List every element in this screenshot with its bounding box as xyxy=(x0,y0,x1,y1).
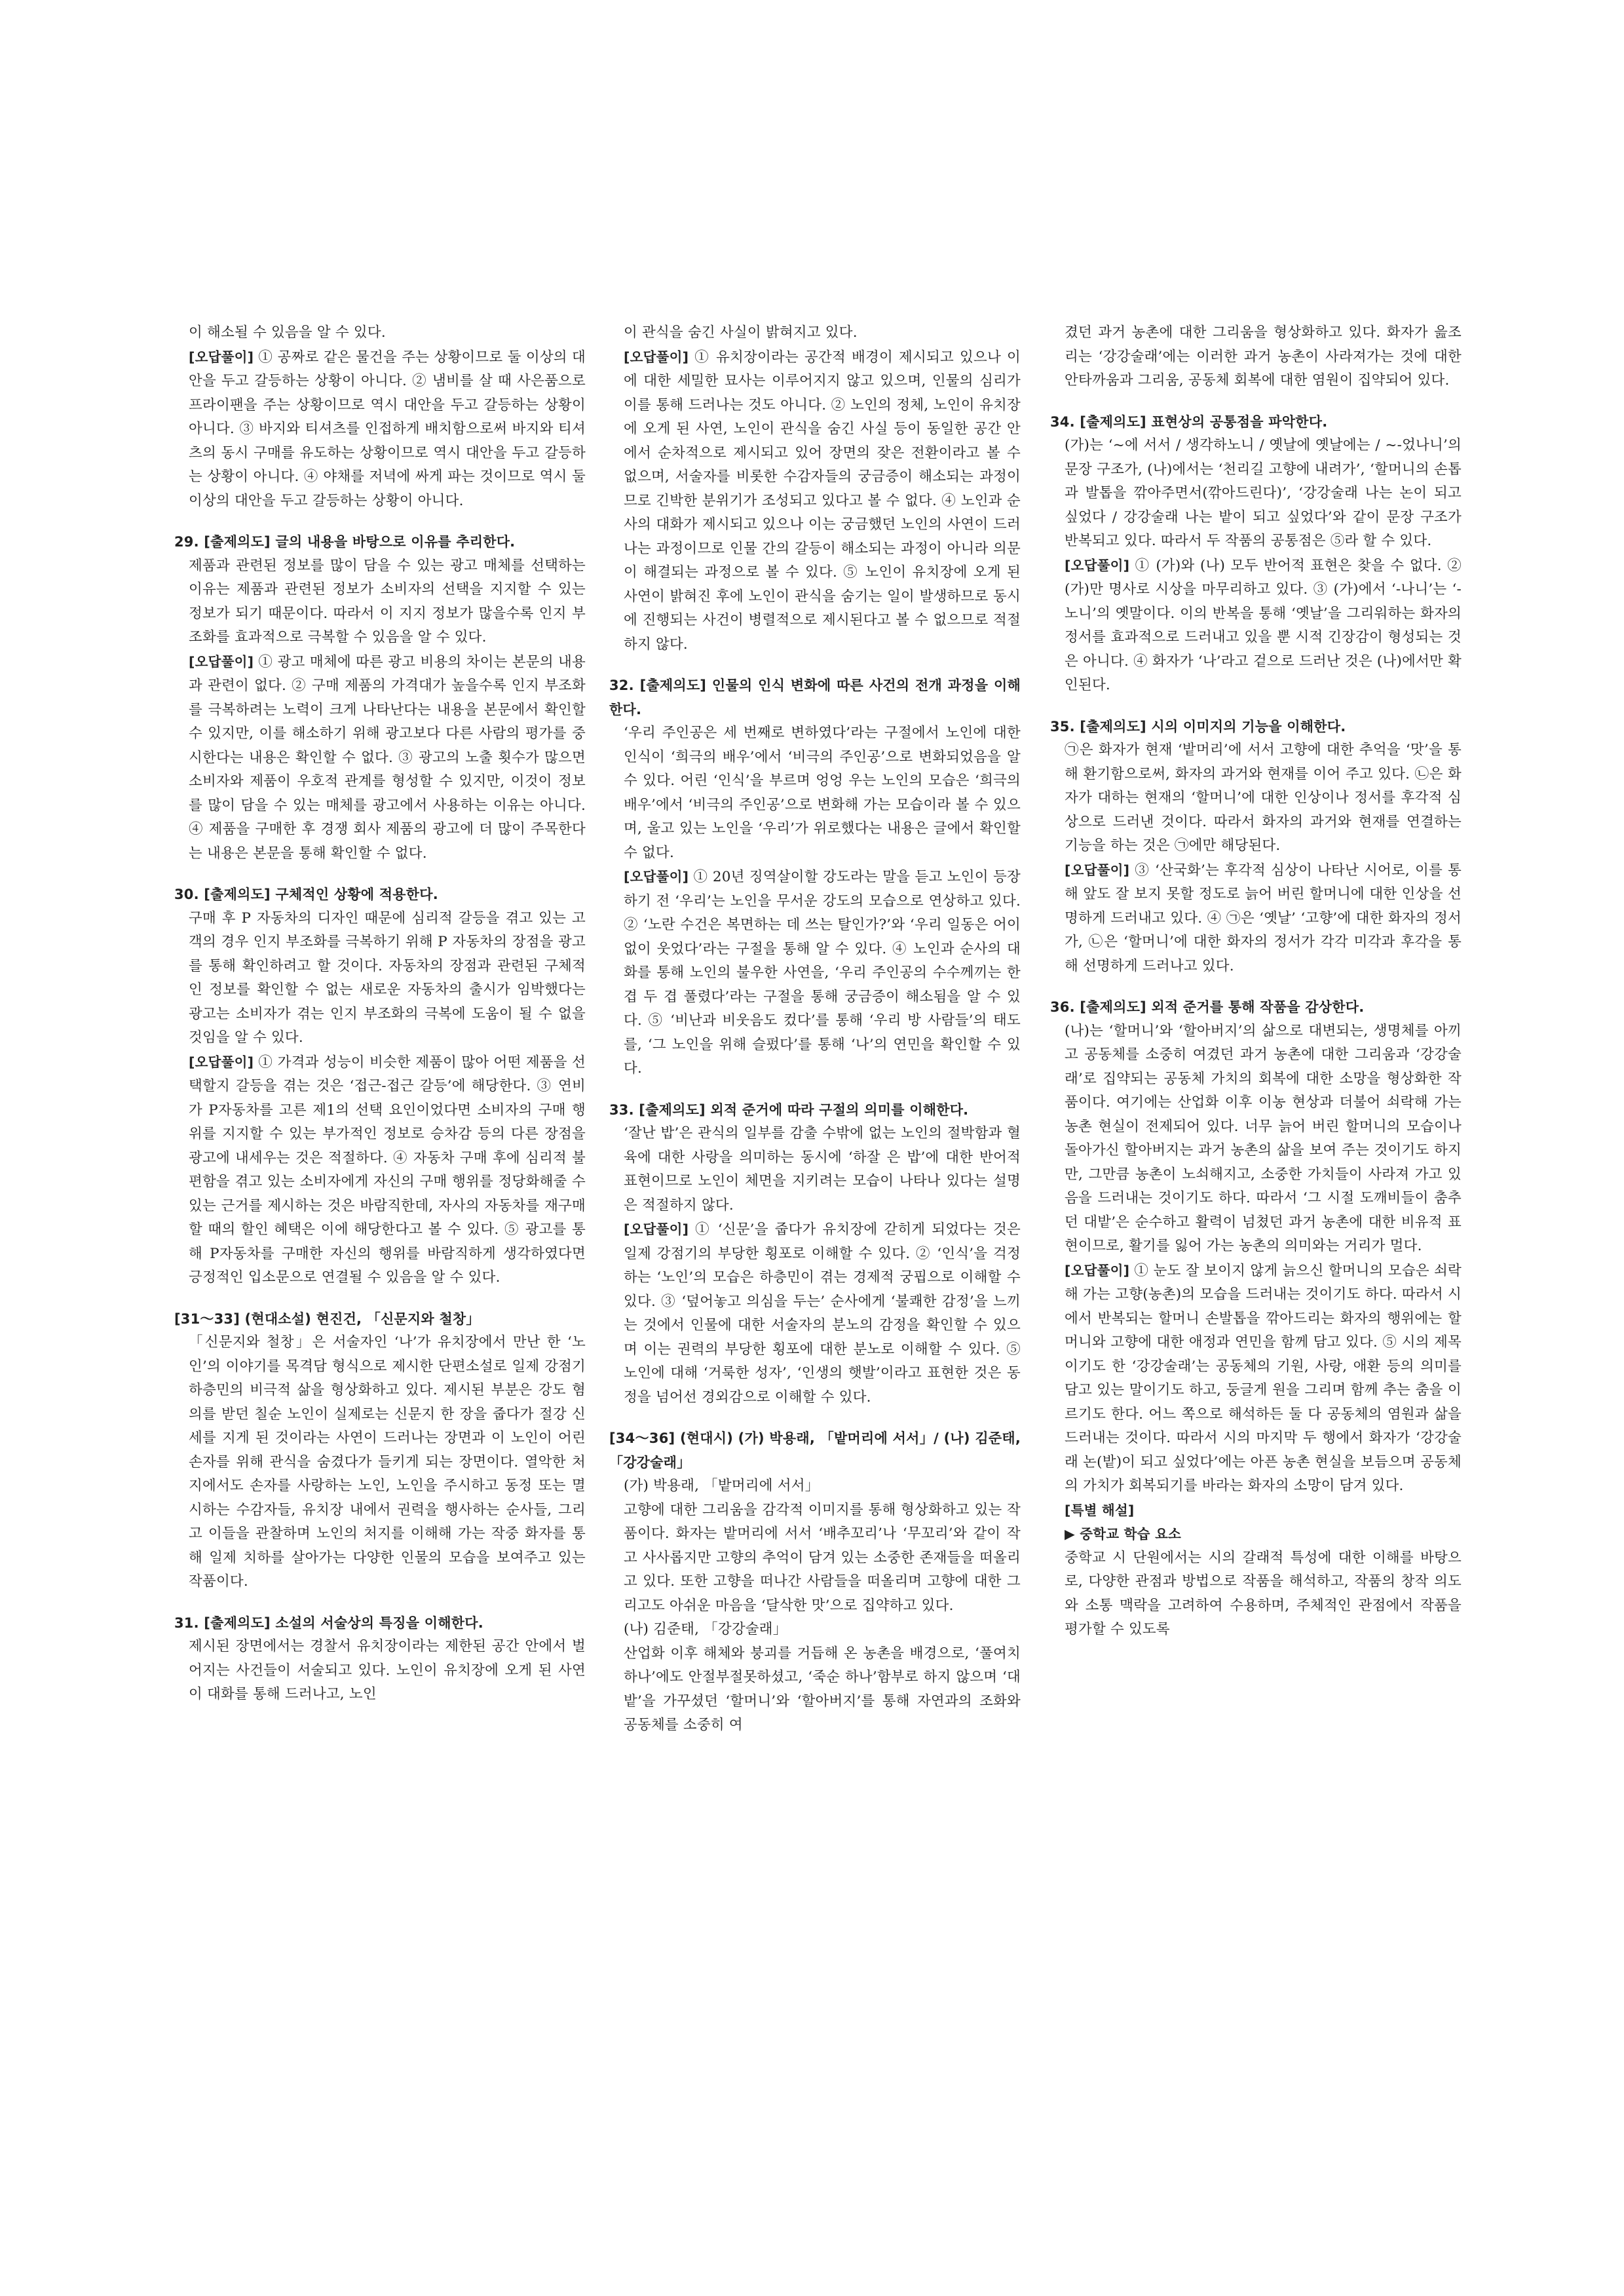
paragraph-text: ① 광고 매체에 따른 광고 비용의 차이는 본문의 내용과 관련이 없다. ② 구매 제품의 가격대가 높을수록 인지 부조화를 극복하려는 노력이 크게 나타난다는 내용을 본문에서 확인할 수 있지만, 이를 해소하기 위해 광고보다 다른 사람의 평가를 중시한다는 내용은 확인할 수 없다. ③ 광고의 노출 횟수가 많으면 소비자와 제품이 우호적 관계를 형성할 수 있지만, 이것이 정보를 많이 담을 수 있는 매체를 광고에서 사용하는 이유는 아니다. ④ 제품을 구매한 후 경쟁 회사 제품의 광고에 더 많이 주목한다는 내용은 본문을 통해 확인할 수 없다. xyxy=(189,653,586,862)
paragraph xyxy=(174,907,586,1050)
wrong-answer-label: [오답풀이] xyxy=(1065,557,1130,573)
paragraph xyxy=(1050,321,1462,393)
wrong-answer-explanation xyxy=(174,345,586,514)
paragraph-text: ‘우리 주인공은 세 번째로 변하였다’라는 구절에서 노인에 대한 인식이 ‘희극의 배우’에서 ‘비극의 주인공’으로 변화되었음을 알 수 있다. 어린 ‘인식’을 부르며 엉엉 우는 노인의 모습은 ‘희극의 배우’에서 ‘비극의 주인공’으로 변화해 가는 모습이라 볼 수 있으며, 울고 있는 노인을 ‘우리’가 위로했다는 내용은 글에서 확인할 수 없다. xyxy=(624,725,1021,861)
note-label: [특별 해설] xyxy=(1065,1502,1135,1518)
wrong-answer-label: [오답풀이] xyxy=(624,869,689,885)
section-heading: 32. [출제의도] 인물의 인식 변화에 따른 사건의 전개 과정을 이해한다. xyxy=(609,678,1021,718)
paragraph xyxy=(609,321,1021,345)
paragraph xyxy=(1050,434,1462,554)
wrong-answer-label: [오답풀이] xyxy=(189,653,254,670)
paragraph-text: ① 공짜로 같은 물건을 주는 상황이므로 둘 이상의 대안을 두고 갈등하는 상황이 아니다. ② 냄비를 살 때 사은품으로 프라이팬을 주는 상황이므로 역시 대안을 두고 갈등하는 상황이 아니다. ③ 바지와 티셔츠를 인접하게 배치함으로써 바지와 티셔츠의 동시 구매를 유도하는 상황이므로 역시 대안을 두고 갈등하는 상황이 아니다. ④ 야채를 저녁에 싸게 파는 것이므로 역시 둘 이상의 대안을 두고 갈등하는 상황이 아니다. xyxy=(189,349,586,509)
wrong-answer-explanation xyxy=(1050,858,1462,979)
paragraph xyxy=(1050,1020,1462,1259)
paragraph-text: (가) 박용래, 「밭머리에 서서」 xyxy=(624,1478,820,1494)
paragraph xyxy=(174,554,586,650)
paragraph xyxy=(609,1642,1021,1738)
paragraph-text: ① (가)와 (나) 모두 반어적 표현은 찾을 수 없다. ② (가)만 명사로 시상을 마무리하고 있다. ③ (가)에서 ‘-나니’는 ‘-노니’의 옛말이다. 이의 반복을 통해 ‘옛날’을 그리워하는 화자의 정서를 효과적으로 드러내고 있을 뿐 시적 긴장감이 형성되는 것은 아니다. ④ 화자가 ‘나’라고 겉으로 드러난 것은 (나)에서만 확인된다. xyxy=(1065,557,1462,693)
paragraph-text: 「신문지와 철창」은 서술자인 ‘나’가 유치장에서 만난 한 ‘노인’의 이야기를 목격담 형식으로 제시한 단편소설로 일제 강점기 하층민의 비극적 삶을 형상화하고 있다. 제시된 부분은 강도 혐의를 받던 칠순 노인이 실제로는 신문지 한 장을 줍다가 절강 신세를 지게 된 것이라는 사연이 드러나는 장면과 이 노인이 어린 손자를 위해 관식을 숨겼다가 들키게 되는 장면이다. 열악한 처지에서도 손자를 사랑하는 노인, 노인을 주시하고 동정 또는 멸시하는 수감자들, 유치장 내에서 권력을 행사하는 순사들, 그리고 이들을 관찰하며 노인의 처지를 이해해 가는 작중 화자를 통해 일제 치하를 살아가는 다양한 인물의 모습을 보여주고 있는 작품이다. xyxy=(189,1334,586,1590)
paragraph-text: 이 해소될 수 있음을 알 수 있다. xyxy=(189,324,386,341)
section-heading: [31～33] (현대소설) 현진건, 「신문지와 철창」 xyxy=(174,1311,480,1327)
paragraph-text: 겼던 과거 농촌에 대한 그리움을 형상화하고 있다. 화자가 읊조리는 ‘강강술래’에는 이러한 과거 농촌이 사라져가는 것에 대한 안타까움과 그리움, 공동체 회복에 대한 염원이 집약되어 있다. xyxy=(1065,324,1462,389)
section-heading: 33. [출제의도] 외적 준거에 따라 구절의 의미를 이해한다. xyxy=(609,1101,969,1118)
paragraph-text: ① 가격과 성능이 비슷한 제품이 많아 어떤 제품을 선택할지 갈등을 겪는 것은 ‘접근-접근 갈등’에 해당한다. ③ 연비가 P자동차를 고른 제1의 선택 요인이었다면 소비자의 구매 행위를 지지할 수 있는 부가적인 정보로 승차감 등의 다른 장점을 광고에 내세우는 것은 적절하다. ④ 자동차 구매 후에 심리적 불편함을 겪고 있는 소비자에게 자신의 구매 행위를 정당화해줄 수 있는 근거를 제시하는 것은 바람직한데, 자사의 자동차를 재구매할 때의 할인 혜택은 이에 해당한다고 볼 수 있다. ⑤ 광고를 통해 P자동차를 구매한 자신의 행위를 바람직하게 생각하였다면 긍정적인 입소문으로 연결될 수 있음을 알 수 있다. xyxy=(189,1054,586,1286)
section-heading: [34～36] (현대시) (가) 박용래, 「밭머리에 서서」/ (나) 김준태, 「강강술래」 xyxy=(609,1430,1021,1470)
section-heading: 36. [출제의도] 외적 준거를 통해 작품을 감상한다. xyxy=(1050,999,1365,1015)
paragraph-text: ① ‘신문’을 줍다가 유치장에 갇히게 되었다는 것은 일제 강점기의 부당한 횡포로 이해할 수 있다. ② ‘인식’을 걱정하는 ‘노인’의 모습은 하층민이 겪는 경제적 궁핍으로 이해할 수 있다. ③ ‘덮어놓고 의심을 두는’ 순사에게 ‘불쾌한 감정’을 느끼는 것에서 인물에 대한 서술자의 분노의 감정을 확인할 수 있으며 이는 권력의 부당한 횡포에 대한 분노로 이해할 수 있다. ⑤ 노인에 대해 ‘거룩한 성자’, ‘인생의 햇발’이라고 표현한 것은 동정을 넘어선 경외감으로 이해할 수 있다. xyxy=(624,1221,1021,1406)
paragraph xyxy=(1050,1546,1462,1642)
note-label: ▶ 중학교 학습 요소 xyxy=(1065,1526,1181,1542)
paragraph-text: 고향에 대한 그리움을 감각적 이미지를 통해 형상화하고 있는 작품이다. 화자는 밭머리에 서서 ‘배추꼬리’나 ‘무꼬리’와 같이 작고 사사롭지만 고향의 추억이 담겨 있는 소중한 존재들을 떠올리고 있다. 또한 고향을 떠나간 사람들을 떠올리며 고향에 대한 그리고도 아쉬운 마음을 ‘달삭한 맛’으로 집약하고 있다. xyxy=(624,1501,1021,1614)
wrong-answer-label: [오답풀이] xyxy=(624,349,689,365)
paragraph-text: (나)는 ‘할머니’와 ‘할아버지’의 삶으로 대변되는, 생명체를 아끼고 공동체를 소중히 여겼던 과거 농촌에 대한 그리움과 ‘강강술래’로 집약되는 공동체 가치의 회복에 대한 소망을 형상화한 작품이다. 여기에는 산업화 이후 이농 현상과 더불어 쇠락해 가는 농촌 현실이 전제되어 있다. 너무 늙어 버린 할머니의 모습이나 돌아가신 할아버지는 과거 농촌의 삶을 보여 주는 것이기도 하지만, 그만큼 농촌이 노쇠해지고, 소중한 가치들이 사라져 가고 있음을 드러내는 것이기도 하다. 따라서 ‘그 시절 도깨비들이 춤추던 대밭’은 순수하고 활력이 넘쳤던 과거 농촌에 대한 비유적 표현이므로, 활기를 잃어 가는 농촌의 의미와는 거리가 멀다. xyxy=(1065,1022,1462,1254)
paragraph-text: (가)는 ‘~에 서서 / 생각하노니 / 옛날에 옛날에는 / ~-었나니’의 문장 구조가, (나)에서는 ‘천리길 고향에 내려가’, ‘할머니의 손톱과 발톱을 깎아주면서(깎아드린다)’, ‘강강술래 나는 논이 되고 싶었다 / 강강술래 나는 밭이 되고 싶었다’와 같이 문장 구조가 반복되고 있다. 따라서 두 작품의 공통점은 ⑤라 할 수 있다. xyxy=(1065,437,1462,549)
paragraph xyxy=(609,721,1021,865)
paragraph-text: ③ ‘산국화’는 후각적 심상이 나타난 시어로, 이를 통해 앞도 잘 보지 못할 정도로 늙어 버린 할머니에 대한 인상을 선명하게 드러내고 있다. ④ ㉠은 ‘옛날’ ‘고향’에 대한 화자의 정서가, ㉡은 ‘할머니’에 대한 화자의 정서가 각각 미각과 후각을 통해 선명하게 드러나고 있다. xyxy=(1065,862,1462,974)
paragraph xyxy=(609,1618,1021,1642)
wrong-answer-label: [오답풀이] xyxy=(1065,1262,1130,1278)
wrong-answer-explanation xyxy=(609,1217,1021,1409)
paragraph xyxy=(174,321,586,345)
wrong-answer-explanation xyxy=(174,1050,586,1290)
paragraph xyxy=(609,1499,1021,1618)
paragraph-text: ① 눈도 잘 보이지 않게 늙으신 할머니의 모습은 쇠락해 가는 고향(농촌)의 모습을 드러내는 것이기도 하다. 따라서 시에서 반복되는 할머니 손발톱을 깎아드리는 화자의 행위에는 할머니와 고향에 대한 애정과 연민을 함께 담고 있다. ⑤ 시의 제목이기도 한 ‘강강술래’는 공동체의 기원, 사랑, 애환 등의 의미를 담고 있는 말이기도 하고, 둥글게 원을 그리며 함께 추는 춤을 이르기도 한다. 어느 쪽으로 해석하든 둘 다 공동체의 염원과 삶을 드러내는 것이다. 따라서 시의 마지막 두 행에서 화자가 ‘강강술래 논(밭)이 되고 싶었다’에는 아픈 농촌 현실을 보듬으며 공동체의 가치가 회복되기를 바라는 화자의 소망이 담겨 있다. xyxy=(1065,1262,1462,1494)
paragraph xyxy=(1050,738,1462,858)
column-right xyxy=(1050,321,1462,1642)
wrong-answer-explanation xyxy=(609,865,1021,1081)
section-heading: 35. [출제의도] 시의 이미지의 기능을 이해한다. xyxy=(1050,718,1346,735)
wrong-answer-explanation xyxy=(1050,554,1462,698)
paragraph xyxy=(174,1635,586,1707)
paragraph xyxy=(609,1474,1021,1499)
column-left xyxy=(174,321,586,1707)
paragraph-text: 제시된 장면에서는 경찰서 유치장이라는 제한된 공간 안에서 벌어지는 사건들이 서술되고 있다. 노인이 유치장에 오게 된 사연이 대화를 통해 드러나고, 노인 xyxy=(189,1638,586,1702)
paragraph-text: 제품과 관련된 정보를 많이 담을 수 있는 광고 매체를 선택하는 이유는 제품과 관련된 정보가 소비자의 선택을 지지할 수 있는 정보가 되기 때문이다. 따라서 이 지지 정보가 많을수록 인지 부조화를 효과적으로 극복할 수 있음을 알 수 있다. xyxy=(189,557,586,645)
section-heading: 34. [출제의도] 표현상의 공통점을 파악한다. xyxy=(1050,413,1328,430)
wrong-answer-explanation xyxy=(609,345,1021,657)
paragraph-text: 중학교 시 단원에서는 시의 갈래적 특성에 대한 이해를 바탕으로, 다양한 관점과 방법으로 작품을 해석하고, 작품의 창작 의도와 소통 맥락을 고려하여 수용하며, 주체적인 관점에서 작품을 평가할 수 있도록 xyxy=(1065,1549,1462,1637)
section-heading: 30. [출제의도] 구체적인 상황에 적용한다. xyxy=(174,887,438,902)
paragraph-text: 구매 후 P 자동차의 디자인 때문에 심리적 갈등을 겪고 있는 고객의 경우 인지 부조화를 극복하기 위해 P 자동차의 장점을 광고를 통해 확인하려고 할 것이다. 자동차의 장점과 관련된 구체적인 정보를 확인할 수 없는 새로운 자동차의 출시가 임박했다는 광고는 소비자가 겪는 인지 부조화의 극복에 도움이 될 수 없을 것임을 알 수 있다. xyxy=(189,909,586,1046)
paragraph-text: 이 관식을 숨긴 사실이 밝혀지고 있다. xyxy=(624,324,858,341)
paragraph xyxy=(609,1122,1021,1217)
paragraph-text: ① 20년 징역살이할 강도라는 말을 듣고 노인이 등장하기 전 ‘우리’는 노인을 무서운 강도의 모습으로 연상하고 있다. ② ‘노란 수건은 복면하는 데 쓰는 탈인가?’와 ‘우리 일동은 어이없이 웃었다’라는 구절을 통해 알 수 있다. ④ 노인과 순사의 대화를 통해 노인의 불우한 사연을, ‘우리 주인공의 수수께끼는 한 겹 두 겹 풀렸다’라는 구절을 통해 궁금증이 해소됨을 알 수 있다. ⑤ ‘비난과 비웃음도 컸다’를 통해 ‘우리 방 사람들’의 태도를, ‘그 노인을 위해 슬펐다’를 통해 ‘나’의 연민을 확인할 수 있다. xyxy=(624,869,1021,1077)
paragraph-text: (나) 김준태, 「강강술래」 xyxy=(624,1621,787,1637)
paragraph-text: ㉠은 화자가 현재 ‘밭머리’에 서서 고향에 대한 추억을 ‘맛’을 통해 환기함으로써, 화자의 과거와 현재를 이어 주고 있다. ㉡은 화자가 대하는 현재의 ‘할머니’에 대한 인상이나 정서를 후각적 심상으로 드러낸 것이다. 따라서 화자의 과거와 현재를 연결하는 기능을 하는 것은 ㉠에만 해당된다. xyxy=(1065,742,1462,854)
section-heading: 31. [출제의도] 소설의 서술상의 특징을 이해한다. xyxy=(174,1615,483,1631)
wrong-answer-label: [오답풀이] xyxy=(624,1221,689,1237)
paragraph-text: ‘잘난 밥’은 관식의 일부를 감출 수밖에 없는 노인의 절박함과 혈육에 대한 사랑을 의미하는 동시에 ‘하잘 은 밥’에 대한 반어적 표현이므로 노인이 체면을 지키려는 모습이 나타나 있다는 설명은 적절하지 않다. xyxy=(624,1125,1021,1214)
paragraph xyxy=(174,1331,586,1594)
wrong-answer-label: [오답풀이] xyxy=(189,349,254,365)
column-middle xyxy=(609,321,1021,1738)
wrong-answer-explanation xyxy=(1050,1259,1462,1499)
wrong-answer-label: [오답풀이] xyxy=(189,1054,254,1070)
wrong-answer-label: [오답풀이] xyxy=(1065,862,1130,878)
wrong-answer-explanation xyxy=(174,650,586,866)
paragraph-text: ① 유치장이라는 공간적 배경이 제시되고 있으나 이에 대한 세밀한 묘사는 이루어지지 않고 있으며, 인물의 심리가 이를 통해 드러나는 것도 아니다. ② 노인의 정체, 노인이 유치장에 오게 된 사연, 노인이 관식을 숨긴 사실 등이 동일한 공간 안에서 순차적으로 제시되고 있어 장면의 잦은 전환이라고 볼 수 없으며, 서술자를 비롯한 수감자들의 궁금증이 해소되는 과정이므로 긴박한 분위기가 조성되고 있다고 볼 수 없다. ④ 노인과 순사의 대화가 제시되고 있으나 이는 궁금했던 노인의 사연이 드러나는 과정이므로 인물 간의 갈등이 해소되는 과정이 아니라 의문이 해결되는 과정으로 볼 수 있다. ⑤ 노인이 유치장에 오게 된 사연이 밝혀진 후에 노인이 관식을 숨기는 일이 발생하므로 동시에 진행되는 사건이 병렬적으로 제시된다고 볼 수 없으므로 적절하지 않다. xyxy=(624,349,1021,653)
section-heading: 29. [출제의도] 글의 내용을 바탕으로 이유를 추리한다. xyxy=(174,534,516,550)
paragraph-text: 산업화 이후 해체와 붕괴를 거듭해 온 농촌을 배경으로, ‘풀여치 하나’에도 안절부절못하셨고, ‘죽순 하나’함부로 하지 않으며 ‘대밭’을 가꾸셨던 ‘할머니’와 ‘할아버지’를 통해 자연과의 조화와 공동체를 소중히 여 xyxy=(624,1645,1021,1733)
